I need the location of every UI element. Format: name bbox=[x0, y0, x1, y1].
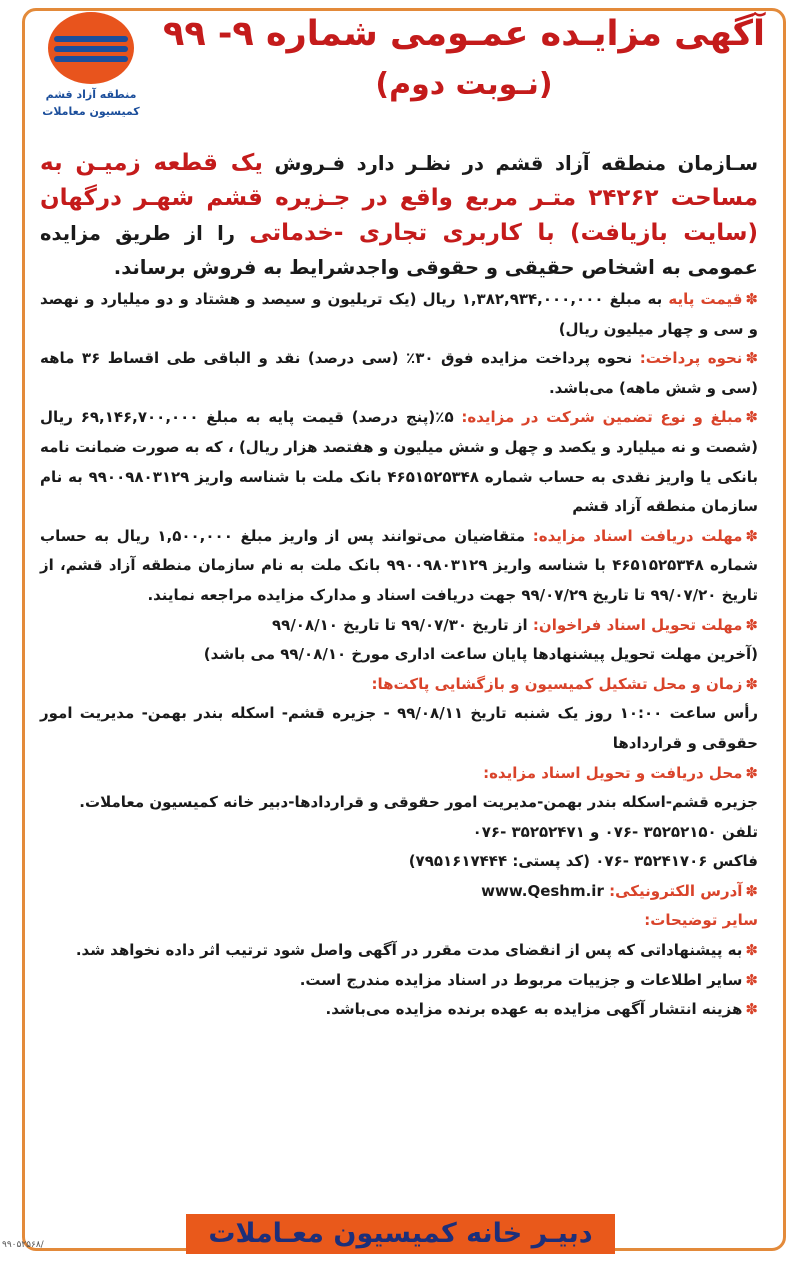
print-code: /۹۹۰۵۲۵۶۸ bbox=[2, 1240, 44, 1250]
note-item bbox=[40, 966, 758, 996]
notice-header bbox=[150, 12, 778, 108]
bullet-icon: ✽ bbox=[745, 349, 759, 368]
bullet-icon: ✽ bbox=[745, 1000, 758, 1019]
docs-deadline-item bbox=[40, 522, 758, 611]
base-price-label: قیمت پایه bbox=[668, 290, 743, 308]
footer-banner bbox=[186, 1214, 615, 1254]
location-address: جزیره قشم-اسکله بندر بهمن-مدیریت امور حقوقی و قراردادها-دبیر خانه کمیسیون معاملات. bbox=[79, 793, 758, 812]
submit-deadline-item bbox=[40, 611, 758, 641]
note-3-text: هزینه انتشار آگهی مزایده به عهده برنده مزایده می‌باشد. bbox=[325, 1000, 743, 1019]
notes-header bbox=[40, 906, 758, 936]
bullet-icon: ✽ bbox=[745, 674, 758, 693]
bullet-icon: ✽ bbox=[745, 970, 758, 989]
notice-round: (نـوبت دوم) bbox=[375, 67, 553, 102]
deposit-item bbox=[40, 403, 758, 521]
location-fax: فاکس ۳۵۲۴۱۷۰۶ -۰۷۶ (کد پستی: ۷۹۵۱۶۱۷۴۴۴) bbox=[408, 852, 758, 871]
bullet-icon: ✽ bbox=[745, 526, 758, 545]
notice-body bbox=[40, 146, 758, 1025]
note-2-text: سایر اطلاعات و جزییات مربوط در اسناد مزایده مندرج است. bbox=[299, 970, 743, 989]
bullet-icon: ✽ bbox=[745, 763, 758, 782]
docs-deadline-label: مهلت دریافت اسناد مزایده: bbox=[532, 526, 743, 545]
deposit-label: مبلغ و نوع تضمین شرکت در مزایده: bbox=[461, 408, 743, 427]
bullet-icon: ✽ bbox=[745, 290, 758, 308]
submit-deadline-label: مهلت تحویل اسناد فراخوان: bbox=[532, 615, 743, 634]
bullet-icon: ✽ bbox=[745, 408, 758, 427]
payment-label: نحوه پرداخت: bbox=[639, 349, 743, 368]
intro-highlight: یک قطعه زمیـن به مساحت ۲۴۲۶۲ متـر مربع واقع در جـزیره قشم شهـر درگهان (سایت بازیافت) با کاربری تجاری -خدماتی bbox=[40, 150, 758, 246]
opening-item bbox=[40, 670, 758, 700]
intro-text-2: را از طریق مزایده عمومی به اشخاص حقیقی و حقوقی واجدشرایط به فروش برساند. bbox=[40, 222, 758, 279]
note-1-text: به پیشنهاداتی که پس از انقضای مدت مقرر در آگهی واصل شود ترتیب اثر داده نخواهد شد. bbox=[75, 941, 743, 960]
opening-text: رأس ساعت ۱۰:۰۰ روز یک شنبه تاریخ ۹۹/۰۸/۱۱ - جزیره قشم- اسکله بندر بهمن- مدیریت امور حقوقی و قراردادها bbox=[40, 704, 759, 752]
organization-logo bbox=[36, 12, 146, 118]
docs-deadline-text: متقاضیان می‌توانند پس از واریز مبلغ ۱,۵۰۰,۰۰۰ ریال به حساب شماره ۴۶۵۱۵۲۵۳۴۸ با شناسه واریز ۹۹۰۰۹۸۰۳۱۲۹ بانک ملت به نام سازمان منطقه آزاد قشم، از تاریخ ۹۹/۰۷/۲۰ تا تاریخ ۹۹/۰۷/۲۹ جهت دریافت اسناد و مدارک مزایده مراجعه نمایند. bbox=[40, 526, 758, 604]
base-price-text: به مبلغ ۱,۳۸۲,۹۳۴,۰۰۰,۰۰۰ ریال (یک تریلیون و سیصد و هشتاد و دو میلیارد و نهصد و سی و چهار میلیون ریال) bbox=[40, 290, 758, 338]
submit-deadline-note: (آخرین مهلت تحویل پیشنهادها پایان ساعت اداری مورخ ۹۹/۰۸/۱۰ می باشد) bbox=[203, 645, 758, 664]
logo-org-name: منطقه آزاد قشم bbox=[45, 88, 137, 101]
notes-label: سایر توضیحات: bbox=[644, 911, 758, 930]
website-item bbox=[40, 877, 758, 907]
notice-title: آگهی مزایـده عمـومی شماره ۹- ۹۹ bbox=[162, 14, 766, 54]
location-phone: تلفن ۳۵۲۵۲۱۵۰ -۰۷۶ و ۳۵۲۵۲۴۷۱ -۰۷۶ bbox=[472, 822, 758, 841]
footer-label: دبیـر خانه کمیسیون معـاملات bbox=[208, 1218, 593, 1249]
bullet-icon: ✽ bbox=[745, 881, 758, 900]
logo-subtitle: کمیسیون معاملات bbox=[42, 105, 140, 118]
submit-deadline-text: از تاریخ ۹۹/۰۷/۳۰ تا تاریخ ۹۹/۰۸/۱۰ bbox=[272, 615, 528, 634]
website-link[interactable]: www.Qeshm.ir bbox=[481, 881, 604, 900]
intro-paragraph bbox=[40, 146, 758, 285]
payment-item bbox=[40, 344, 758, 403]
logo-emblem-icon bbox=[48, 12, 134, 84]
location-label: محل دریافت و تحویل اسناد مزایده: bbox=[483, 763, 743, 782]
note-item bbox=[40, 995, 758, 1025]
deposit-text: ۵٪(پنج درصد) قیمت پایه به مبلغ ۶۹,۱۴۶,۷۰۰,۰۰۰ ریال (شصت و نه میلیارد و یکصد و چهل و شش میلیون و هفتصد هزار ریال) ، که به صورت ضمانت نامه بانکی یا واریز نقدی به حساب شماره ۴۶۵۱۵۲۵۳۴۸ بانک ملت با شناسه واریز ۹۹۰۰۹۸۰۳۱۲۹ به نام سازمان منطقه آزاد قشم bbox=[40, 408, 758, 516]
intro-text-1: سـازمان منطقه آزاد قشم در نظـر دارد فـروش bbox=[274, 152, 758, 175]
bullet-icon: ✽ bbox=[745, 615, 758, 634]
note-item bbox=[40, 936, 758, 966]
payment-text: نحوه پرداخت مزایده فوق ۳۰٪ (سی درصد) نقد و الباقی طی اقساط ۳۶ ماهه (سی و شش ماهه) می‌باشد. bbox=[40, 349, 758, 397]
website-label: آدرس الکترونیکی: bbox=[609, 881, 743, 900]
location-item bbox=[40, 759, 758, 789]
opening-label: زمان و محل تشکیل کمیسیون و بازگشایی پاکت‌ها: bbox=[371, 674, 743, 693]
bullet-icon: ✽ bbox=[745, 941, 758, 960]
base-price-item bbox=[40, 285, 758, 344]
